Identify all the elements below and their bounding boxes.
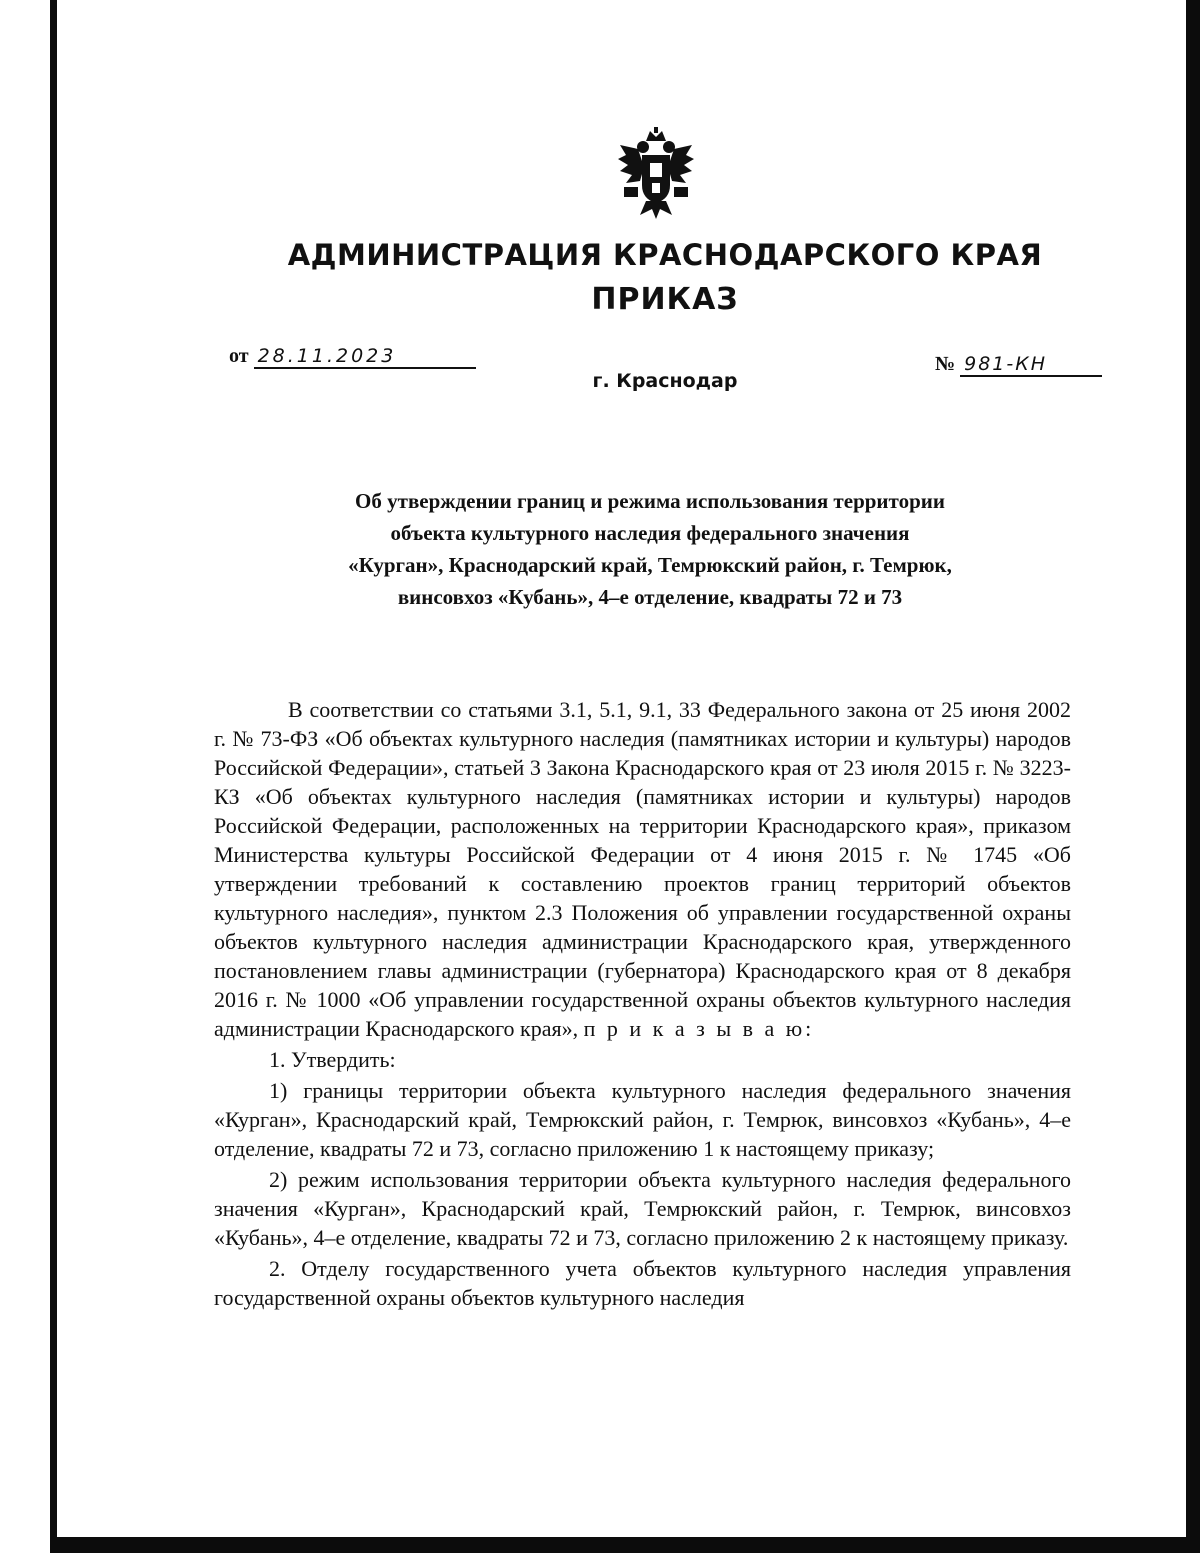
item-1-1: 1) границы территории объекта культурного наследия федерального значения «Курган», Краснодарский край, Темрюкский район, г. Темрюк, винсовхоз «Кубань», 4–е отделение, квадраты 72 и 73, согласно приложению 1 к настоящему приказу; xyxy=(214,1078,1071,1161)
document-body xyxy=(214,695,1071,1312)
scan-edge-bottom xyxy=(50,1537,1200,1553)
item-1: 1. Утвердить: xyxy=(269,1047,396,1072)
item-2: 2. Отделу государственного учета объектов культурного наследия управления государственной охраны объектов культурного наследия xyxy=(214,1256,1071,1310)
title-line: объекта культурного наследия федерального значения xyxy=(390,521,910,545)
number-prefix: № xyxy=(935,353,956,375)
document-title xyxy=(230,485,1070,613)
scan-edge-left xyxy=(50,0,57,1553)
coat-of-arms-icon xyxy=(616,127,696,219)
title-line: «Курган», Краснодарский край, Темрюкский район, г. Темрюк, xyxy=(348,553,952,577)
document-type: ПРИКАЗ xyxy=(591,282,739,317)
date-prefix: от xyxy=(229,345,249,367)
preamble-text: В соответствии со статьями 3.1, 5.1, 9.1, 33 Федерального закона от 25 июня 2002 г. № 73-ФЗ «Об объектах культурного наследия (памятниках истории и культуры) народов Российской Федерации», статьей 3 Закона Краснодарского края от 23 июля 2015 г. № 3223-КЗ «Об объектах культурного наследия (памятниках истории и культуры) народов Российской Федерации, расположенных на территории Краснодарского края», приказом Министерства культуры Российской Федерации от 4 июня 2015 г. № 1745 «Об утверждении требований к составлению проектов границ территорий объектов культурного наследия», пунктом 2.3 Положения об управлении государственной охраны объектов культурного наследия администрации Краснодарского края, утвержденного постановлением главы администрации (губернатора) Краснодарского края от 8 декабря 2016 г. № 1000 «Об управлении государственной охраны объектов культурного наследия администрации Краснодарского края», xyxy=(214,697,1071,1041)
scan-edge-right xyxy=(1186,0,1200,1553)
date-value: 28.11.2023 xyxy=(254,345,476,369)
title-line: винсовхоз «Кубань», 4–е отделение, квадраты 72 и 73 xyxy=(397,585,903,609)
number-value: 981-КН xyxy=(960,353,1102,377)
organization-name: АДМИНИСТРАЦИЯ КРАСНОДАРСКОГО КРАЯ xyxy=(287,238,1043,272)
decree-word: п р и к а з ы в а ю: xyxy=(583,1016,815,1041)
city: г. Краснодар xyxy=(592,370,738,392)
preamble-paragraph xyxy=(214,695,1071,1043)
date-line xyxy=(229,345,476,369)
item-1-2: 2) режим использования территории объекта культурного наследия федерального значения «Курган», Краснодарский край, Темрюкский район, г. Темрюк, винсовхоз «Кубань», 4–е отделение, квадраты 72 и 73, согласно приложению 2 к настоящему приказу. xyxy=(214,1167,1071,1250)
title-line: Об утверждении границ и режима использования территории xyxy=(355,489,945,513)
